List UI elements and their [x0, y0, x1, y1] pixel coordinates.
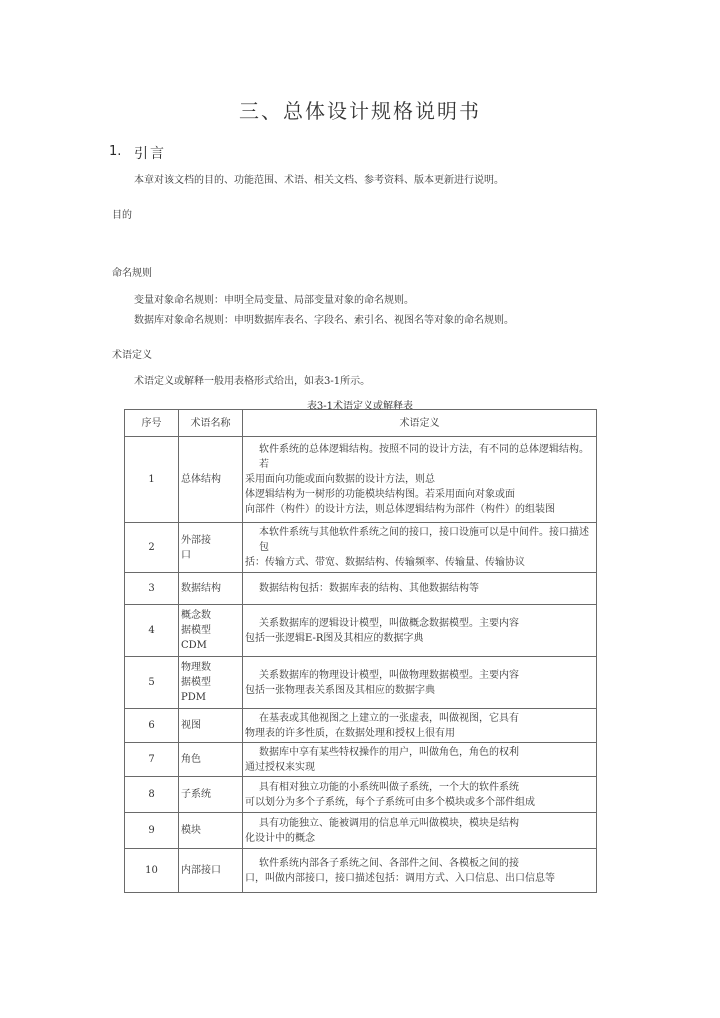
- term-definition-line: 采用面向功能或面向数据的设计方法，则总: [245, 474, 435, 485]
- term-name-line: 概念数: [181, 610, 211, 621]
- term-name: [179, 573, 243, 605]
- term-name: [179, 743, 243, 777]
- term-definition-line: 本软件系统与其他软件系统之间的接口，接口设施可以是中间件。接口描述包: [259, 527, 589, 553]
- term-definition: [243, 437, 597, 523]
- row-number: 3: [125, 573, 179, 605]
- term-name-line: 数据结构: [181, 583, 221, 594]
- terms-table: [124, 409, 597, 893]
- term-name-line: 模块: [181, 825, 201, 836]
- term-name-line: 总体结构: [181, 474, 221, 485]
- term-name: [179, 437, 243, 523]
- term-name-line: 据模型: [181, 625, 211, 636]
- row-number: 7: [125, 743, 179, 777]
- table-row: [125, 437, 597, 523]
- term-definition-line: 物理表的许多性质，在数据处理和授权上很有用: [245, 727, 455, 739]
- term-name-line: 视图: [181, 720, 201, 731]
- table-header-row: [125, 410, 597, 437]
- term-definition-line: 通过授权来实现: [245, 761, 315, 773]
- term-definition-line: 括：传输方式、带宽、数据结构、传输频率、传输量、传输协议: [245, 557, 525, 568]
- term-definition-line: 向部件（构件）的设计方法，则总体逻辑结构为部件（构件）的组装图: [245, 504, 555, 515]
- term-definition: [243, 813, 597, 849]
- term-definition: [243, 743, 597, 777]
- term-name-line: 内部接口: [181, 865, 221, 876]
- term-definition-line: 口，叫做内部接口，接口描述包括：调用方式、入口信息、出口信息等: [245, 872, 555, 884]
- section-number: 1.: [109, 144, 122, 159]
- term-name: [179, 777, 243, 813]
- term-name: [179, 657, 243, 709]
- header-term-definition: 术语定义: [243, 410, 597, 437]
- term-definition-line: 数据结构包括：数据库表的结构、其他数据结构等: [259, 583, 479, 594]
- row-number: 6: [125, 709, 179, 743]
- table-row: [125, 573, 597, 605]
- term-definition-line: 在基表或其他视图之上建立的一张虚表，叫做视图，它具有: [259, 712, 519, 724]
- term-name: [179, 605, 243, 657]
- term-definition: [243, 523, 597, 573]
- terms-heading: 术语定义: [112, 350, 152, 361]
- term-name: [179, 849, 243, 893]
- term-definition-line: 软件系统的总体逻辑结构。按照不同的设计方法，有不同的总体逻辑结构。若: [259, 444, 589, 470]
- term-definition-line: 化设计中的概念: [245, 832, 315, 844]
- header-term-name: 术语名称: [179, 410, 243, 437]
- document-title: 三、总体设计规格说明书: [239, 99, 481, 123]
- purpose-heading: 目的: [112, 210, 132, 221]
- table-row: [125, 813, 597, 849]
- term-definition: [243, 777, 597, 813]
- table-row: [125, 743, 597, 777]
- table-row: [125, 657, 597, 709]
- term-name-line: CDM: [181, 640, 207, 651]
- row-number: 9: [125, 813, 179, 849]
- term-definition: [243, 657, 597, 709]
- header-number: 序号: [125, 410, 179, 437]
- row-number: 4: [125, 605, 179, 657]
- term-definition-line: 关系数据库的物理设计模型，叫做物理数据模型。主要内容: [259, 669, 519, 681]
- intro-paragraph: 本章对该文档的目的、功能范围、术语、相关文档、参考资料、版本更新进行说明。: [134, 175, 504, 186]
- term-definition-line: 关系数据库的逻辑设计模型，叫做概念数据模型。主要内容: [259, 617, 519, 629]
- term-definition: [243, 709, 597, 743]
- naming-rule-line: 数据库对象命名规则：申明数据库表名、字段名、索引名、视图名等对象的命名规则。: [134, 315, 514, 326]
- term-name-line: 口: [181, 549, 191, 561]
- term-definition-line: 软件系统内部各子系统之间、各部件之间、各模板之间的接: [259, 857, 519, 869]
- table-row: [125, 709, 597, 743]
- term-name-line: 物理数: [181, 662, 211, 673]
- row-number: 2: [125, 523, 179, 573]
- naming-rule-line: 变量对象命名规则：申明全局变量、局部变量对象的命名规则。: [134, 295, 414, 306]
- term-name-line: 据模型: [181, 677, 211, 688]
- row-number: 5: [125, 657, 179, 709]
- naming-heading: 命名规则: [112, 268, 152, 279]
- term-name: [179, 709, 243, 743]
- term-definition: [243, 573, 597, 605]
- terms-intro: 术语定义或解释一般用表格形式给出，如表3-1所示。: [134, 376, 371, 387]
- term-name-line: 子系统: [181, 789, 211, 800]
- term-definition: [243, 849, 597, 893]
- term-name: [179, 813, 243, 849]
- term-definition: [243, 605, 597, 657]
- row-number: 8: [125, 777, 179, 813]
- term-definition-line: 可以划分为多个子系统，每个子系统可由多个模块或多个部件组成: [245, 796, 535, 808]
- term-name-line: PDM: [181, 692, 206, 703]
- term-name-line: 外部接: [181, 534, 211, 546]
- term-definition-line: 具有相对独立功能的小系统叫做子系统，一个大的软件系统: [259, 781, 519, 793]
- term-name: [179, 523, 243, 573]
- table-row: [125, 605, 597, 657]
- table-caption: 表3-1术语定义或解释表: [306, 401, 414, 412]
- term-definition-line: 具有功能独立、能被调用的信息单元叫做模块，模块是结构: [259, 817, 519, 829]
- term-definition-line: 包括一张逻辑E-R图及其相应的数据字典: [245, 632, 424, 644]
- table-row: [125, 777, 597, 813]
- section-title: 引言: [134, 146, 166, 162]
- row-number: 10: [125, 849, 179, 893]
- term-definition-line: 体逻辑结构为一树形的功能模块结构图。若采用面向对象或面: [245, 489, 515, 500]
- row-number: 1: [125, 437, 179, 523]
- term-definition-line: 数据库中享有某些特权操作的用户，叫做角色，角色的权利: [259, 746, 519, 758]
- table-row: [125, 523, 597, 573]
- table-row: [125, 849, 597, 893]
- term-name-line: 角色: [181, 754, 201, 765]
- term-definition-line: 包括一张物理表关系图及其相应的数据字典: [245, 684, 435, 696]
